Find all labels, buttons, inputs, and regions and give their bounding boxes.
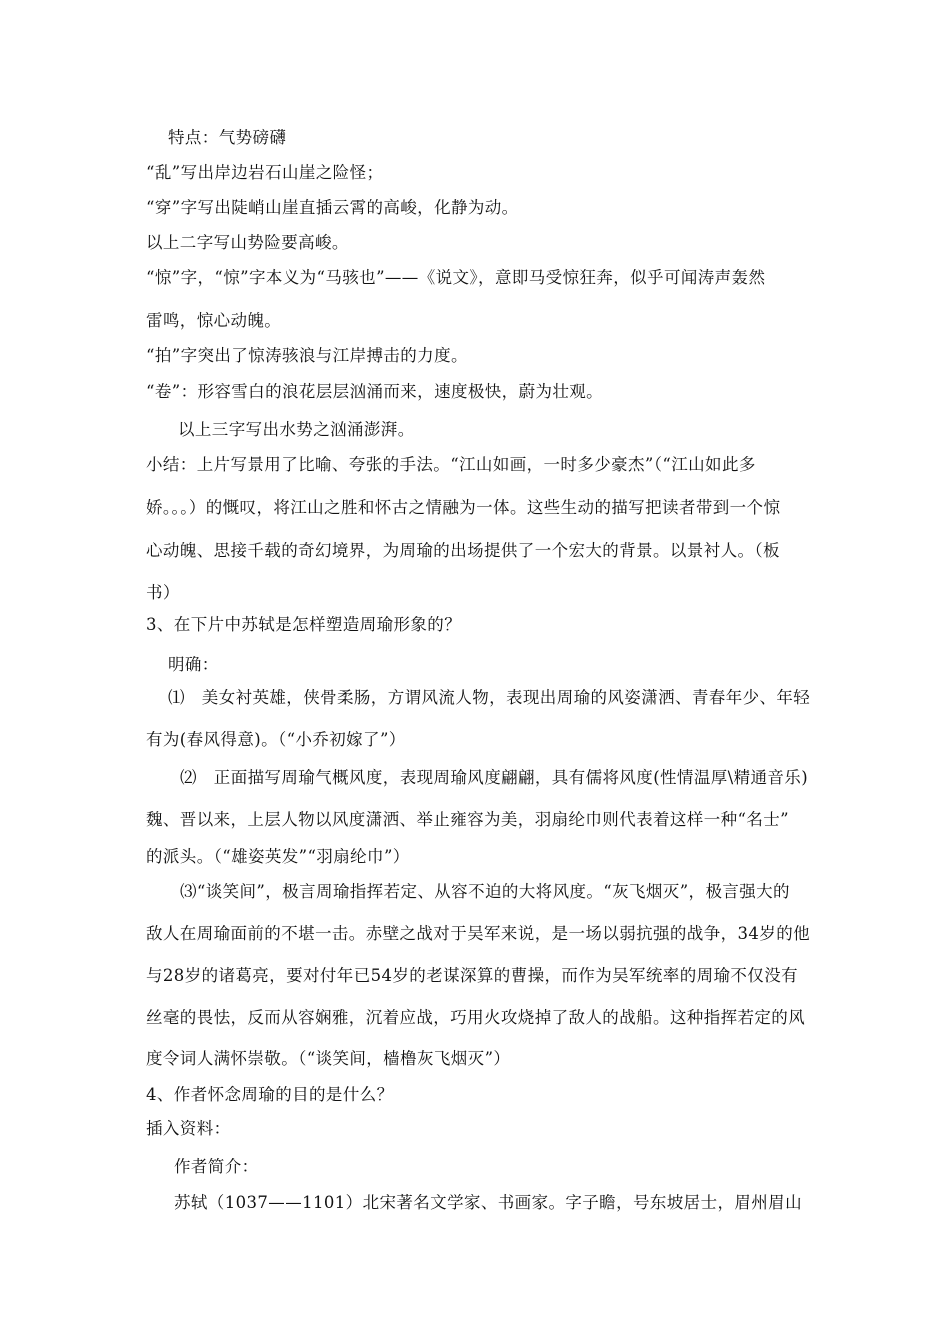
text-line: 有为(春风得意)。（“小乔初嫁了”） <box>146 730 406 749</box>
text-line: 小结：上片写景用了比喻、夸张的手法。“江山如画，一时多少豪杰”（“江山如此多 <box>146 455 756 474</box>
text-line: 以上三字写出水势之汹涌澎湃。 <box>178 420 415 439</box>
text-line: 度令词人满怀崇敬。（“谈笑间，樯橹灰飞烟灭”） <box>146 1049 511 1068</box>
text-line: 苏轼（1037——1101）北宋著名文学家、书画家。字子瞻，号东坡居士，眉州眉山 <box>174 1193 802 1212</box>
text-line: 雷鸣，惊心动魄。 <box>146 311 282 330</box>
text-line: 以上二字写山势险要高峻。 <box>146 233 349 252</box>
text-line: 作者简介： <box>174 1157 259 1176</box>
text-line: 与28岁的诸葛亮，要对付年已54岁的老谋深算的曹操，而作为吴军统率的周瑜不仅没有 <box>146 966 798 985</box>
text-line: 的派头。（“雄姿英发”“羽扇纶巾”） <box>146 847 410 866</box>
text-line: 明确： <box>168 655 219 674</box>
text-line: “拍”字突出了惊涛骇浪与江岸搏击的力度。 <box>146 346 468 365</box>
text-line: ⑶“谈笑间”，极言周瑜指挥若定、从容不迫的大将风度。“灰飞烟灭”，极言强大的 <box>180 882 790 901</box>
text-line: 娇。。。）的慨叹，将江山之胜和怀古之情融为一体。这些生动的描写把读者带到一个惊 <box>146 498 781 517</box>
text-line: “乱”写出岸边岩石山崖之险怪； <box>146 163 384 182</box>
text-line: ⑵ 正面描写周瑜气概风度，表现周瑜风度翩翩，具有儒将风度(性情温厚\精通音乐) <box>180 768 809 787</box>
text-line: “卷”：形容雪白的浪花层层汹涌而来，速度极快，蔚为壮观。 <box>146 382 604 401</box>
text-line: 3、在下片中苏轼是怎样塑造周瑜形象的？ <box>146 615 462 634</box>
text-line: “穿”字写出陡峭山崖直插云霄的高峻，化静为动。 <box>146 198 519 217</box>
text-line: ⑴ 美女衬英雄，侠骨柔肠，方谓风流人物，表现出周瑜的风姿潇洒、青春年少、年轻 <box>168 688 811 707</box>
text-line: 书） <box>146 583 180 602</box>
text-line: “惊”字，“惊”字本义为“马骇也”——《说文》，意即马受惊狂奔，似乎可闻涛声轰然 <box>146 268 766 287</box>
text-line: 4、作者怀念周瑜的目的是什么？ <box>146 1085 394 1104</box>
text-line: 插入资料： <box>146 1119 231 1138</box>
text-line: 敌人在周瑜面前的不堪一击。赤壁之战对于吴军来说，是一场以弱抗强的战争，34岁的他 <box>146 924 810 943</box>
text-line: 丝毫的畏怯，反而从容娴雅，沉着应战，巧用火攻烧掉了敌人的战船。这种指挥若定的风 <box>146 1008 806 1027</box>
text-line: 心动魄、思接千载的奇幻境界，为周瑜的出场提供了一个宏大的背景。以景衬人。（板 <box>146 541 780 560</box>
text-line: 魏、晋以来，上层人物以风度潇洒、举止雍容为美，羽扇纶巾则代表着这样一种“名士” <box>146 810 789 829</box>
text-line: 特点：气势磅礴 <box>168 128 287 147</box>
